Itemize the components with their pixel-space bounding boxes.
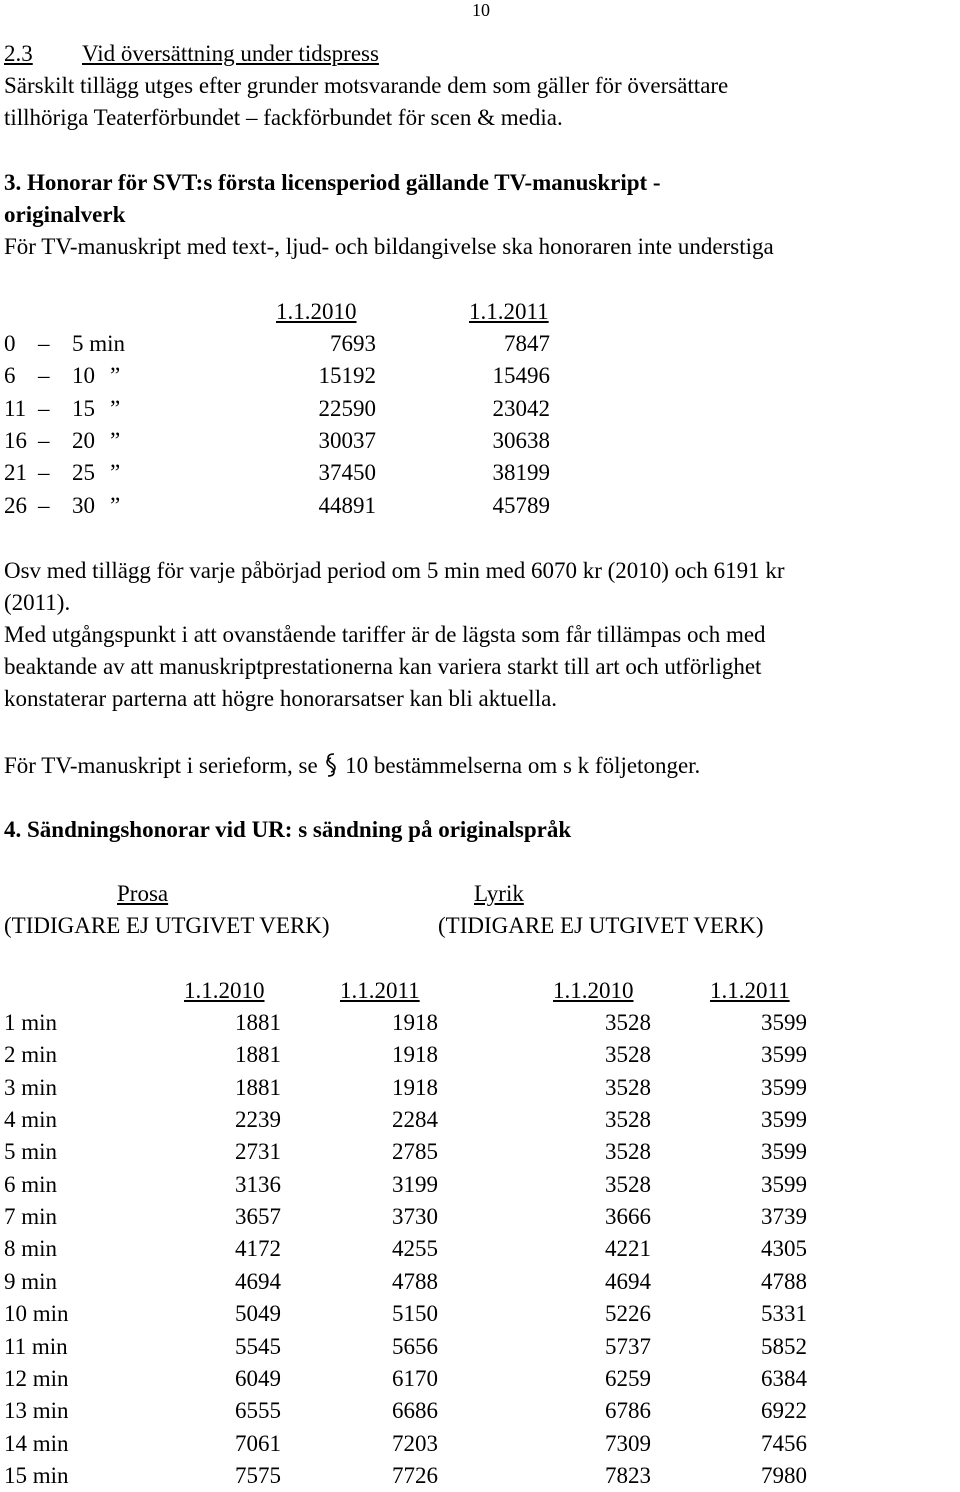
fee-2010: 37450 [318, 460, 376, 486]
prosa-fee-2010: 4172 [235, 1236, 281, 1262]
prosa-fee-2011: 3730 [392, 1204, 438, 1230]
prosa-fee-2010: 6555 [235, 1398, 281, 1424]
table2-col-header-prosa-2010: 1.1.2010 [184, 978, 265, 1003]
duration-label: 9 min [4, 1268, 58, 1294]
ditto-mark: ” [110, 363, 121, 389]
range-start: 21 [4, 460, 27, 486]
duration-label: 7 min [4, 1204, 58, 1230]
section-3-after-line-2: (2011). [4, 590, 71, 615]
lyrik-fee-2011: 7980 [761, 1462, 807, 1488]
ditto-mark: ” [110, 395, 121, 421]
range-dash: – [38, 460, 50, 486]
duration-label: 6 min [4, 1171, 58, 1197]
table2-col-header-lyrik-2011: 1.1.2011 [710, 978, 790, 1003]
lyrik-fee-2010: 6786 [605, 1398, 651, 1424]
section-3-paragraph-line-3: konstaterar parterna att högre honorarsatser kan bli aktuella. [4, 686, 558, 711]
prosa-fee-2011: 4788 [392, 1268, 438, 1294]
serieform-line [4, 750, 700, 782]
lyrik-fee-2011: 6922 [761, 1398, 807, 1424]
serieform-text-after: 10 bestämmelserna om s k följetonger. [345, 753, 701, 778]
prosa-fee-2011: 7203 [392, 1430, 438, 1456]
fee-2011: 45789 [492, 492, 550, 518]
fee-2010: 44891 [318, 492, 376, 518]
lyrik-fee-2010: 4694 [605, 1268, 651, 1294]
page-number: 10 [472, 0, 490, 20]
duration-label: 1 min [4, 1010, 58, 1035]
range-end: 30 [72, 492, 95, 518]
prosa-fee-2010: 5545 [235, 1333, 281, 1359]
section-2-3-number: 2.3 [4, 41, 33, 66]
range-start: 11 [4, 395, 27, 421]
prosa-fee-2010: 4694 [235, 1268, 281, 1294]
prosa-fee-2011: 1918 [392, 1074, 438, 1100]
range-start: 26 [4, 492, 27, 518]
lyrik-fee-2010: 3528 [605, 1139, 651, 1165]
section-2-3-title: Vid översättning under tidspress [82, 41, 379, 66]
lyrik-fee-2011: 5331 [761, 1301, 807, 1327]
section-4-heading: 4. Sändningshonorar vid UR: s sändning på originalspråk [4, 817, 572, 842]
range-dash: – [38, 395, 50, 421]
prosa-fee-2010: 1881 [235, 1042, 281, 1068]
lyrik-fee-2011: 5852 [761, 1333, 807, 1359]
serieform-text-before: För TV-manuskript i serieform, se [4, 753, 318, 778]
duration-label: 12 min [4, 1365, 69, 1391]
table2-col-header-lyrik-2010: 1.1.2010 [553, 978, 634, 1003]
table1-col-header-2011: 1.1.2011 [469, 299, 549, 324]
prosa-fee-2011: 6170 [392, 1365, 438, 1391]
lyrik-fee-2010: 3528 [605, 1074, 651, 1100]
lyrik-fee-2010: 3528 [605, 1042, 651, 1068]
lyrik-fee-2010: 7823 [605, 1462, 651, 1488]
prosa-fee-2011: 1918 [392, 1042, 438, 1068]
lyrik-fee-2010: 4221 [605, 1236, 651, 1262]
lyrik-fee-2010: 3528 [605, 1171, 651, 1197]
lyrik-fee-2011: 7456 [761, 1430, 807, 1456]
prosa-fee-2010: 1881 [235, 1074, 281, 1100]
fee-2011: 23042 [492, 395, 550, 421]
lyrik-fee-2011: 3599 [761, 1042, 807, 1068]
lyrik-fee-2010: 5226 [605, 1301, 651, 1327]
section-3-intro: För TV-manuskript med text-, ljud- och bildangivelse ska honoraren inte understiga [4, 234, 774, 259]
paragraph-sign-icon [325, 753, 337, 777]
lyrik-fee-2011: 3599 [761, 1107, 807, 1133]
duration-label: 15 min [4, 1462, 69, 1488]
lyrik-fee-2011: 4788 [761, 1268, 807, 1294]
section-2-3-text-line-1: Särskilt tillägg utges efter grunder motsvarande dem som gäller för översättare [4, 73, 729, 98]
range-end: 25 [72, 460, 95, 486]
prosa-fee-2010: 2731 [235, 1139, 281, 1165]
lyrik-fee-2010: 3528 [605, 1107, 651, 1133]
section-3-paragraph-line-1: Med utgångspunkt i att ovanstående tariffer är de lägsta som får tillämpas och med [4, 622, 766, 647]
range-dash: – [38, 331, 50, 356]
prosa-heading: Prosa [117, 881, 169, 906]
prosa-fee-2010: 6049 [235, 1365, 281, 1391]
prosa-fee-2011: 2785 [392, 1139, 438, 1165]
lyrik-fee-2011: 3739 [761, 1204, 807, 1230]
range-end: 5 min [72, 331, 126, 356]
range-dash: – [38, 363, 50, 389]
section-3-heading-line-2: originalverk [4, 202, 126, 227]
duration-label: 8 min [4, 1236, 58, 1262]
fee-2011: 7847 [504, 331, 550, 356]
fee-2010: 30037 [318, 427, 376, 453]
lyrik-fee-2010: 6259 [605, 1365, 651, 1391]
section-3-after-line-1: Osv med tillägg för varje påbörjad period om 5 min med 6070 kr (2010) och 6191 kr [4, 558, 785, 583]
section-3-heading-line-1: 3. Honorar för SVT:s första licensperiod gällande TV-manuskript - [4, 170, 661, 195]
prosa-fee-2011: 4255 [392, 1236, 438, 1262]
duration-label: 14 min [4, 1430, 69, 1456]
prosa-fee-2010: 2239 [235, 1107, 281, 1133]
ditto-mark: ” [110, 460, 121, 486]
duration-label: 2 min [4, 1042, 58, 1068]
prosa-fee-2010: 7575 [235, 1462, 281, 1488]
duration-label: 5 min [4, 1139, 58, 1165]
section-2-3-text-line-2: tillhöriga Teaterförbundet – fackförbundet för scen & media. [4, 105, 563, 130]
range-start: 6 [4, 363, 16, 389]
prosa-fee-2011: 2284 [392, 1107, 438, 1133]
duration-label: 3 min [4, 1074, 58, 1100]
prosa-fee-2011: 5656 [392, 1333, 438, 1359]
prosa-fee-2011: 1918 [392, 1010, 438, 1035]
range-end: 20 [72, 427, 95, 453]
range-end: 10 [72, 363, 95, 389]
fee-2010: 7693 [330, 331, 376, 356]
fee-2010: 15192 [318, 363, 376, 389]
duration-label: 11 min [4, 1333, 68, 1359]
lyrik-fee-2011: 3599 [761, 1139, 807, 1165]
duration-label: 10 min [4, 1301, 69, 1327]
range-start: 16 [4, 427, 27, 453]
range-dash: – [38, 427, 50, 453]
fee-2011: 38199 [492, 460, 550, 486]
prosa-subheading: (TIDIGARE EJ UTGIVET VERK) [4, 913, 330, 938]
lyrik-subheading: (TIDIGARE EJ UTGIVET VERK) [438, 913, 764, 938]
lyrik-fee-2010: 5737 [605, 1333, 651, 1359]
table2-col-header-prosa-2011: 1.1.2011 [340, 978, 420, 1003]
range-dash: – [38, 492, 50, 518]
section-3-paragraph-line-2: beaktande av att manuskriptprestationerna kan variera starkt till art och utförlighet [4, 654, 762, 679]
lyrik-heading: Lyrik [474, 881, 524, 906]
fee-2011: 30638 [492, 427, 550, 453]
fee-2011: 15496 [492, 363, 550, 389]
duration-label: 13 min [4, 1398, 69, 1424]
ditto-mark: ” [110, 492, 121, 518]
prosa-fee-2010: 1881 [235, 1010, 281, 1035]
prosa-fee-2011: 6686 [392, 1398, 438, 1424]
lyrik-fee-2011: 4305 [761, 1236, 807, 1262]
prosa-fee-2011: 5150 [392, 1301, 438, 1327]
table1-col-header-2010: 1.1.2010 [276, 299, 357, 324]
prosa-fee-2010: 7061 [235, 1430, 281, 1456]
prosa-fee-2010: 3657 [235, 1204, 281, 1230]
lyrik-fee-2010: 3528 [605, 1010, 651, 1035]
prosa-fee-2010: 3136 [235, 1171, 281, 1197]
duration-label: 4 min [4, 1107, 58, 1133]
lyrik-fee-2011: 6384 [761, 1365, 807, 1391]
range-end: 15 [72, 395, 95, 421]
lyrik-fee-2011: 3599 [761, 1010, 807, 1035]
fee-2010: 22590 [318, 395, 376, 421]
prosa-fee-2011: 7726 [392, 1462, 438, 1488]
lyrik-fee-2010: 3666 [605, 1204, 651, 1230]
prosa-fee-2011: 3199 [392, 1171, 438, 1197]
range-start: 0 [4, 331, 16, 356]
ditto-mark: ” [110, 427, 121, 453]
lyrik-fee-2010: 7309 [605, 1430, 651, 1456]
lyrik-fee-2011: 3599 [761, 1074, 807, 1100]
lyrik-fee-2011: 3599 [761, 1171, 807, 1197]
prosa-fee-2010: 5049 [235, 1301, 281, 1327]
